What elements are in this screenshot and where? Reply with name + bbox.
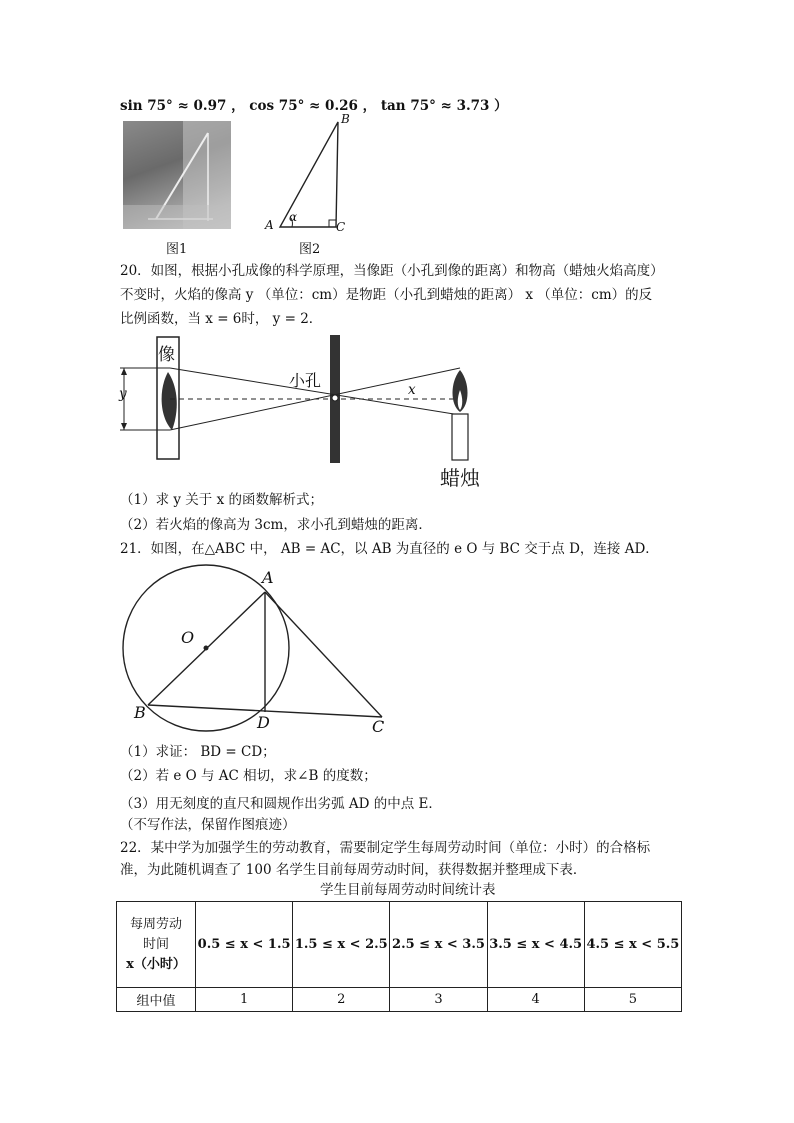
circle-label-A: A — [262, 568, 274, 587]
ladder-sketch — [123, 121, 231, 229]
table-row — [117, 902, 682, 988]
range-cell: 0.5 ≤ x < 1.5 — [196, 902, 293, 988]
mid-value-cell: 4 — [487, 988, 584, 1012]
range-cell: 4.5 ≤ x < 5.5 — [584, 902, 681, 988]
mid-value-cell: 5 — [584, 988, 681, 1012]
q21-sub2: （2）若 e O 与 AC 相切，求∠B 的度数； — [120, 768, 377, 784]
table-row — [117, 988, 682, 1012]
circle-label-D: D — [257, 713, 270, 732]
figure1-photo — [123, 121, 231, 229]
range-cell: 2.5 ≤ x < 3.5 — [390, 902, 487, 988]
fig2-label-C: C — [336, 220, 346, 234]
labor-time-table — [116, 901, 682, 1012]
q20-line1: 20．如图，根据小孔成像的科学原理，当像距（小孔到像的距离）和物高（蜡烛火焰高度） — [120, 263, 664, 279]
q21-sub3: （3）用无刻度的直尺和圆规作出劣弧 AD 的中点 E． — [120, 796, 442, 812]
q22-line1: 22．某中学为加强学生的劳动教育，需要制定学生每周劳动时间（单位：小时）的合格标 — [120, 840, 651, 856]
q20-line3: 比例函数，当 x = 6时， y = 2． — [120, 311, 323, 327]
mid-value-cell: 2 — [293, 988, 390, 1012]
candle-label: 蜡烛 — [440, 466, 480, 490]
fig2-label-alpha: α — [289, 210, 298, 224]
header-label-line: 时间 — [142, 936, 169, 952]
header-label-line: x（小时） — [126, 956, 186, 972]
x-label: x — [408, 382, 416, 398]
header-label-line: 每周劳动 — [129, 916, 182, 932]
trig-values-text: sin 75° ≈ 0.97 ， cos 75° ≈ 0.26 ， tan 75° ≈ 3.73 ） — [120, 98, 508, 114]
circle-label-O: O — [181, 628, 195, 647]
q20-line2: 不变时，火焰的像高 y （单位：cm）是物距（小孔到蜡烛的距离） x （单位：cm）的反 — [120, 287, 653, 303]
hole-label: 小孔 — [289, 371, 322, 390]
q21-line1: 21．如图，在△ABC 中， AB = AC，以 AB 为直径的 e O 与 BC 交于点 D，连接 AD． — [120, 541, 659, 557]
circle-diagram — [110, 560, 400, 740]
figure1-caption: 图1 — [166, 242, 188, 257]
q21-note: （不写作法，保留作图痕迹） — [120, 817, 296, 833]
image-label: 像 — [158, 345, 175, 365]
fig2-label-B: B — [341, 112, 350, 126]
y-label: y — [119, 386, 127, 402]
mid-value-cell: 3 — [390, 988, 487, 1012]
mid-value-label-cell: 组中值 — [117, 988, 196, 1012]
header-label-cell — [117, 902, 196, 988]
circle-label-B: B — [134, 703, 146, 722]
q20-sub1: （1）求 y 关于 x 的函数解析式； — [120, 492, 323, 508]
fig2-label-A: A — [265, 218, 274, 232]
q22-line2: 准，为此随机调查了 100 名学生目前每周劳动时间，获得数据并整理成下表． — [120, 862, 587, 878]
q20-sub2: （2）若火焰的像高为 3cm，求小孔到蜡烛的距离． — [120, 517, 432, 533]
q21-sub1: （1）求证： BD = CD； — [120, 744, 276, 760]
mid-value-cell: 1 — [196, 988, 293, 1012]
figure2-caption: 图2 — [299, 242, 321, 257]
circle-label-C: C — [372, 717, 385, 736]
range-cell: 3.5 ≤ x < 4.5 — [487, 902, 584, 988]
range-cell: 1.5 ≤ x < 2.5 — [293, 902, 390, 988]
table-title: 学生目前每周劳动时间统计表 — [320, 882, 496, 898]
